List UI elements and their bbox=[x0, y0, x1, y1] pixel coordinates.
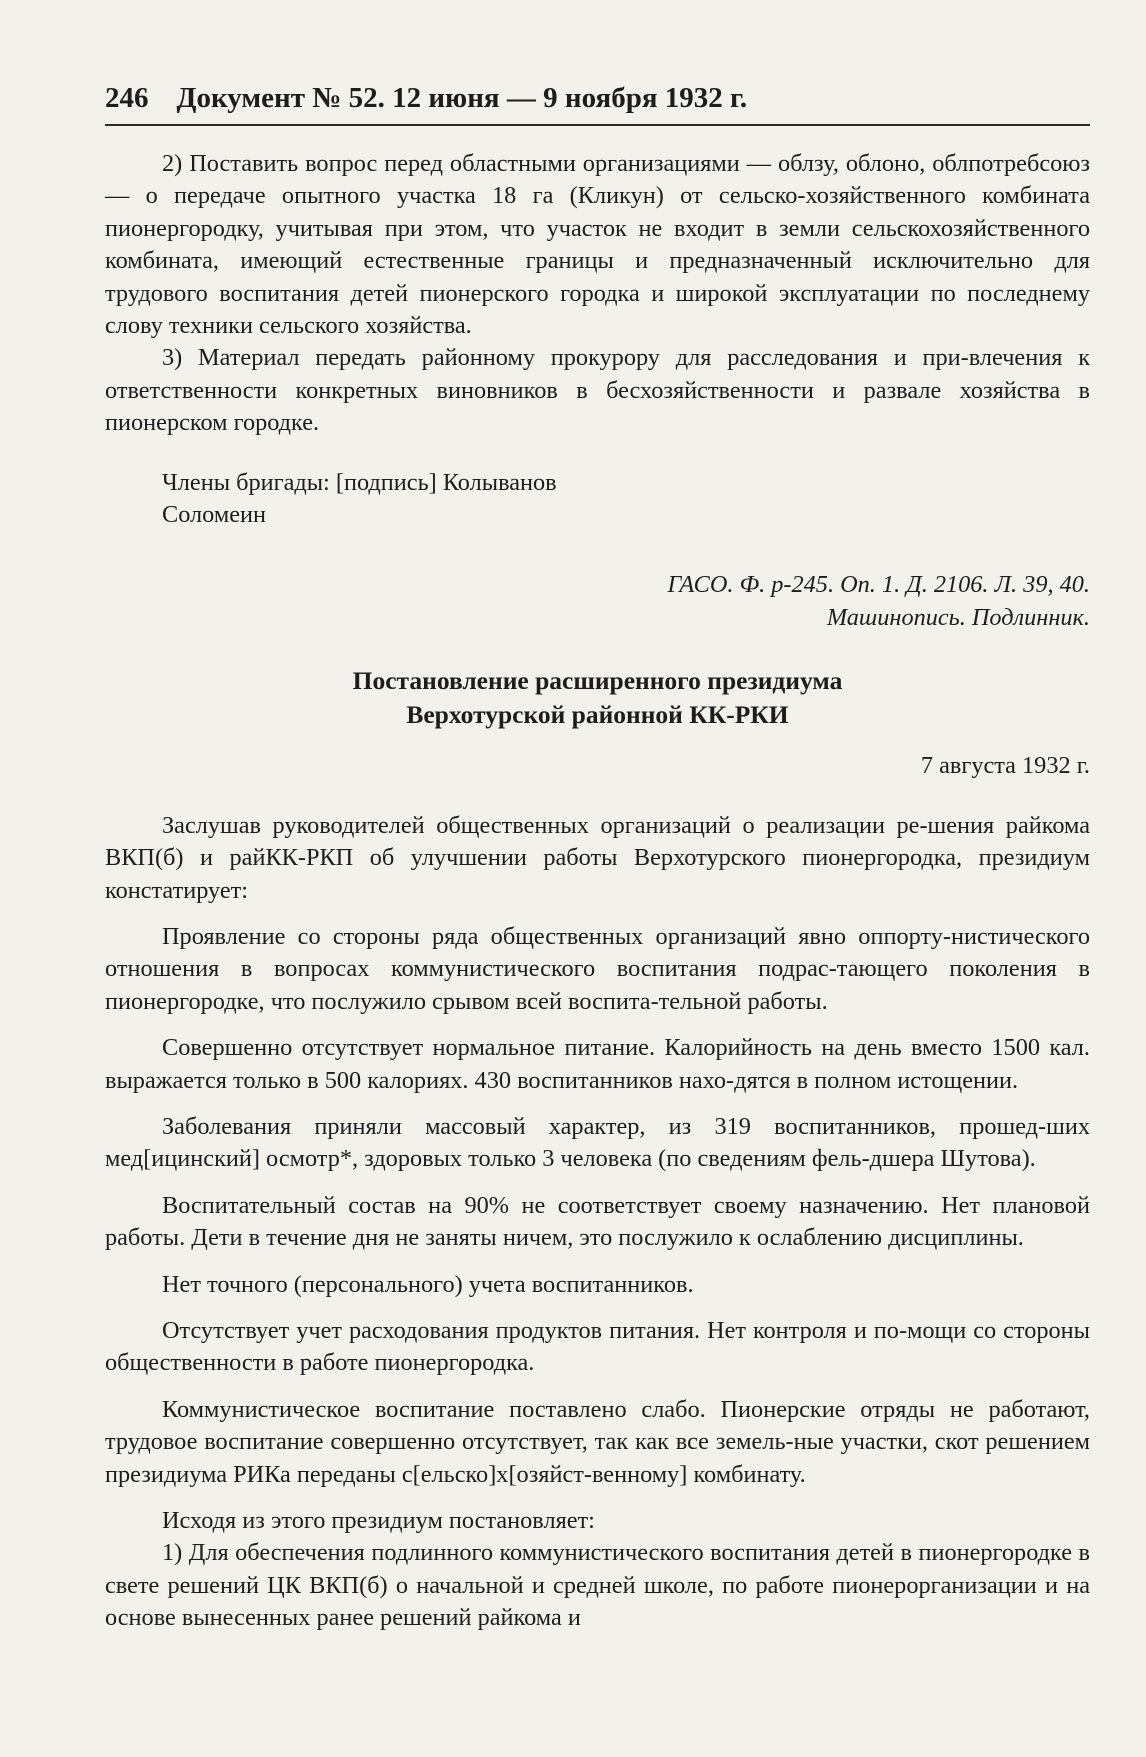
brigade-member-signature: Соломеин bbox=[162, 501, 267, 529]
resolution-date: 7 августа 1932 г. bbox=[920, 752, 1090, 780]
resolution-paragraph: 1) Для обеспечения подлинного коммунистического воспитания детей в пионергородке в свете решений ЦК ВКП(б) о начальной и средней школе, по работе пионерорганизации и на основе вынесенных ранее решений райкома и bbox=[105, 1539, 1090, 1632]
resolution-paragraph: Проявление со стороны ряда общественных организаций явно оппорту-нистического отношения в вопросах коммунистического воспитания подрас-тающего поколения в пионергородке, что послужило срывом всей воспита-тельной работы. bbox=[105, 922, 1090, 1015]
resolution-title bbox=[105, 664, 1090, 732]
resolution-paragraph: Коммунистическое воспитание поставлено слабо. Пионерские отряды не работают, трудовое воспитание совершенно отсутствует, так как все земель-ные участки, скот решением президиума РИКа переданы с[ельско]х[озяйст-венному] комбинату. bbox=[105, 1395, 1090, 1488]
paragraph-point-3: 3) Материал передать районному прокурору для расследования и при-влечения к ответственности конкретных виновников в бесхозяйственности и развале хозяйства в пионерском городке. bbox=[105, 344, 1090, 437]
archive-note-line: Машинопись. Подлинник. bbox=[826, 603, 1090, 631]
resolution-paragraph: Заболевания приняли массовый характер, из 319 воспитанников, прошед-ших мед[ицинский] осмотр*, здоровых только 3 человека (по сведениям фель-дшера Шутова). bbox=[105, 1112, 1090, 1173]
resolution-paragraph: Заслушав руководителей общественных организаций о реализации ре-шения райкома ВКП(б) и райКК-РКП об улучшении работы Верхотурского пионергородка, президиум констатирует: bbox=[105, 811, 1090, 904]
resolution-paragraph: Отсутствует учет расходования продуктов питания. Нет контроля и по-мощи со стороны общественности в работе пионергородка. bbox=[105, 1316, 1090, 1377]
resolution-paragraph: Нет точного (персонального) учета воспитанников. bbox=[162, 1270, 694, 1298]
resolution-paragraph: Исходя из этого президиум постановляет: bbox=[162, 1507, 595, 1534]
paragraph-point-2: 2) Поставить вопрос перед областными организациями — облзу, облоно, облпотребсоюз — о передаче опытного участка 18 га (Кликун) от сельско-хозяйственного комбината пионергородку, учитывая при этом, что участок не входит в земли сельскохозяйственного комбината, имеющий естественные границы и предназначенный исключительно для трудового воспитания детей пионерского городка и широкой эксплуатации по последнему слову техники сельского хозяйства. bbox=[105, 150, 1090, 340]
brigade-members-line: Члены бригады: [подпись] Колыванов bbox=[162, 468, 557, 496]
document-body bbox=[105, 148, 1090, 1635]
resolution-title-line-2: Верхотурской районной КК-РКИ bbox=[406, 700, 789, 730]
archive-ref-line: ГАСО. Ф. р-245. Оп. 1. Д. 2106. Л. 39, 40. bbox=[667, 571, 1090, 599]
page-number: 246 bbox=[105, 82, 149, 114]
archive-reference bbox=[105, 569, 1090, 634]
resolution-paragraph: Совершенно отсутствует нормальное питание. Калорийность на день вместо 1500 кал. выражается только в 500 калориях. 430 воспитанников нахо-дятся в полном истощении. bbox=[105, 1034, 1090, 1094]
running-header bbox=[105, 82, 1090, 126]
header-title: Документ № 52. 12 июня — 9 ноября 1932 г. bbox=[176, 82, 748, 114]
resolution-paragraph: Воспитательный состав на 90% не соответствует своему назначению. Нет плановой работы. Дети в течение дня не заняты ничем, это послужило к ослаблению дисциплины. bbox=[105, 1191, 1090, 1252]
resolution-title-line-1: Постановление расширенного президиума bbox=[352, 666, 843, 696]
